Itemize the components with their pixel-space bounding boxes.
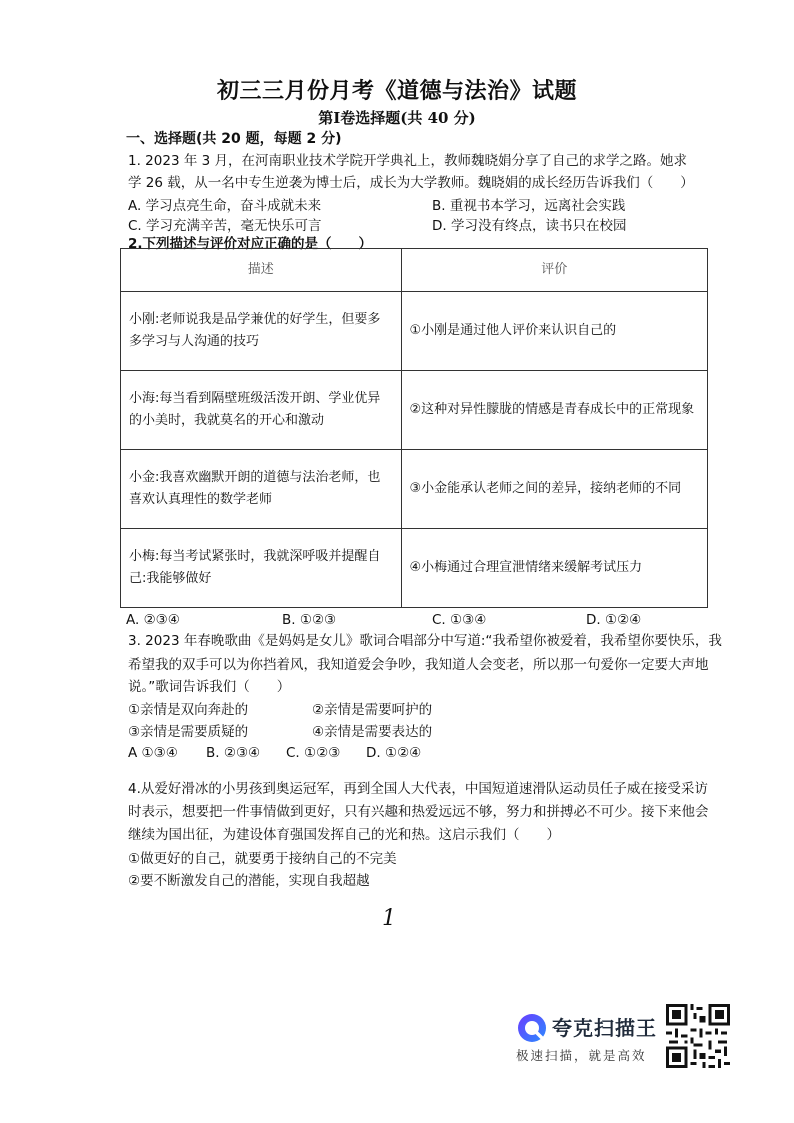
table-cell-description: 小海:每当看到隔壁班级活泼开朗、学业优异的小美时，我就莫名的开心和激动 xyxy=(121,371,402,450)
section-heading: 第Ⅰ卷选择题(共 40 分) xyxy=(318,109,476,127)
question-2-option-a: A. ②③④ xyxy=(126,612,180,628)
question-3-statement-2: ②亲情是需要呵护的 xyxy=(312,702,433,718)
brand-name: 夸克扫描王 xyxy=(552,1016,657,1040)
question-3-option-a: A ①③④ xyxy=(128,745,178,761)
table-cell-description: 小梅:每当考试紧张时，我就深呼吸并提醒自己:我能够做好 xyxy=(121,529,402,608)
question-4-statement-1: ①做更好的自己，就要勇于接纳自己的不完美 xyxy=(128,851,397,867)
question-3-statement-3: ③亲情是需要质疑的 xyxy=(128,724,249,740)
question-4-stem-line-2: 时表示，想要把一件事情做到更好，只有兴趣和热爱远远不够，努力和拼搏必不可少。接下来他会 xyxy=(128,804,709,820)
question-4-stem-line-1: 4.从爱好滑冰的小男孩到奥运冠军，再到全国人大代表，中国短道速滑队运动员任子威在接受采访 xyxy=(128,781,708,797)
table-row xyxy=(121,450,708,529)
question-2-table xyxy=(120,248,708,608)
question-3-option-c: C. ①②③ xyxy=(286,745,341,761)
question-1-option-d: D. 学习没有终点，读书只在校园 xyxy=(432,218,627,234)
question-1-option-a: A. 学习点亮生命，奋斗成就未来 xyxy=(128,198,322,214)
exam-title: 初三三月份月考《道德与法治》试题 xyxy=(216,78,577,104)
question-3-statement-4: ④亲情是需要表达的 xyxy=(312,724,433,740)
question-3-statement-1: ①亲情是双向奔赴的 xyxy=(128,702,249,718)
question-2-option-c: C. ①③④ xyxy=(432,612,487,628)
question-3-stem-line-1: 3. 2023 年春晚歌曲《是妈妈是女儿》歌词合唱部分中写道:“我希望你被爱着，我希望你要快乐，我 xyxy=(128,633,722,649)
question-3-option-d: D. ①②④ xyxy=(366,745,422,761)
table-cell-description: 小金:我喜欢幽默开朗的道德与法治老师，也喜欢认真理性的数学老师 xyxy=(121,450,402,529)
question-2-option-d: D. ①②④ xyxy=(586,612,642,628)
question-1-option-c: C. 学习充满辛苦，毫无快乐可言 xyxy=(128,218,322,234)
table-header-description: 描述 xyxy=(121,249,402,292)
quark-logo-icon xyxy=(516,1012,548,1044)
table-row xyxy=(121,529,708,608)
table-cell-evaluation: ①小刚是通过他人评价来认识自己的 xyxy=(401,292,707,371)
table-cell-description: 小刚:老师说我是品学兼优的好学生，但要多多学习与人沟通的技巧 xyxy=(121,292,402,371)
page-number: 1 xyxy=(382,906,396,931)
question-4-statement-2: ②要不断激发自己的潜能，实现自我超越 xyxy=(128,873,370,889)
brand-slogan: 极速扫描，就是高效 xyxy=(516,1048,647,1063)
table-header-evaluation: 评价 xyxy=(401,249,707,292)
table-cell-evaluation: ③小金能承认老师之间的差异，接纳老师的不同 xyxy=(401,450,707,529)
question-1-stem: 1. 2023 年 3 月，在河南职业技术学院开学典礼上，教师魏晓娟分享了自己的求学之路。她求学 26 载，从一名中专生逆袭为博士后，成长为大学教师。魏晓娟的成长经历告诉我们（ ） xyxy=(128,153,694,191)
table-row xyxy=(121,292,708,371)
question-3-stem-line-2: 希望我的双手可以为你挡着风，我知道爱会争吵，我知道人会变老，所以那一句爱你一定要大声地 xyxy=(128,657,709,673)
table-cell-evaluation: ②这种对异性朦胧的情感是青春成长中的正常现象 xyxy=(401,371,707,450)
question-3-stem-line-3: 说。”歌词告诉我们（ ） xyxy=(128,679,291,695)
part-heading: 一、选择题(共 20 题，每题 2 分) xyxy=(126,131,342,147)
table-row xyxy=(121,371,708,450)
table-cell-evaluation: ④小梅通过合理宣泄情绪来缓解考试压力 xyxy=(401,529,707,608)
question-2-stem: 2.下列描述与评价对应正确的是（ ） xyxy=(128,236,373,252)
question-4-stem-line-3: 继续为国出征，为建设体育强国发挥自己的光和热。这启示我们（ ） xyxy=(128,827,560,843)
question-1-option-b: B. 重视书本学习，远离社会实践 xyxy=(432,198,626,214)
qr-code-icon xyxy=(666,1004,730,1068)
scanner-watermark xyxy=(512,1000,738,1070)
question-3-option-b: B. ②③④ xyxy=(206,745,261,761)
question-2-option-b: B. ①②③ xyxy=(282,612,337,628)
table-header-row xyxy=(121,249,708,292)
